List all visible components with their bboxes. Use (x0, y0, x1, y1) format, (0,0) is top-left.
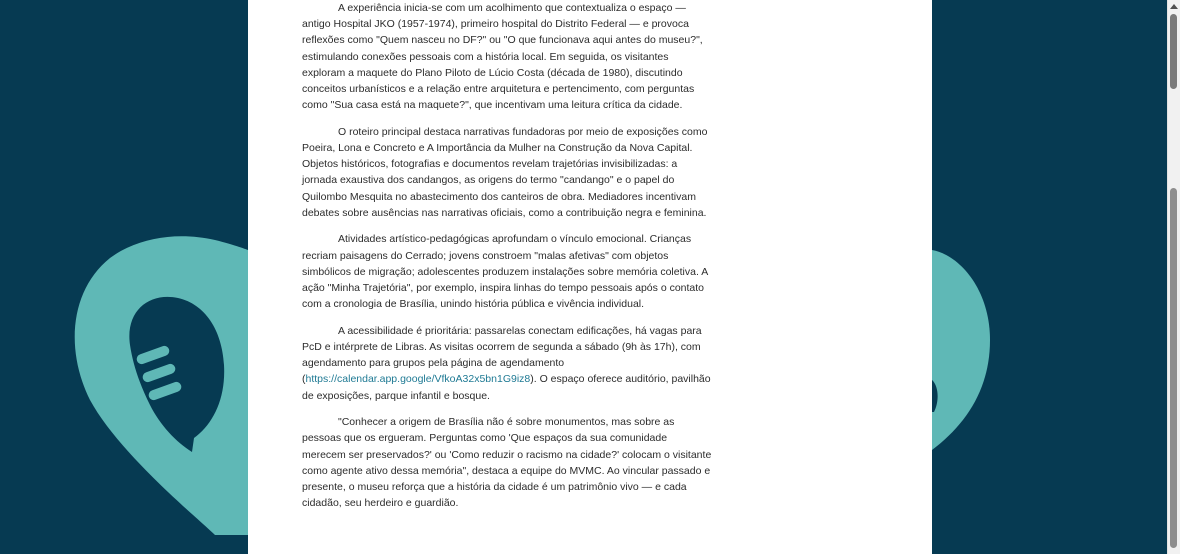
paragraph-text: A acessibilidade é prioritária: passarelas conectam edificações, há vagas para PcD e intérprete de Libras. As visitas ocorrem de segunda a sábado (9h às 17h), com agendamento para grupos pela página de agendamento ( (302, 324, 702, 386)
scroll-up-arrow-icon[interactable] (1168, 0, 1180, 12)
scrollbar[interactable] (1167, 0, 1180, 554)
scheduling-link[interactable]: https://calendar.app.google/VfkoA32x5bn1G9iz8 (305, 373, 531, 386)
article-paragraph: "Conhecer a origem de Brasília não é sobre monumentos, mas sobre as pessoas que os ergueram. Perguntas como 'Que espaços da sua comunidade merecem ser preservados?' ou 'Como reduzir o racismo na cidade?' colocam o visitante como agente ativo dessa memória", destaca a equipe do MVMC. Ao vincular passado e presente, o museu reforça que a história da cidade é um patrimônio vivo — e cada cidadão, seu herdeiro e guardião. (302, 416, 712, 510)
microphone-pin-icon (75, 236, 248, 535)
article-page (248, 0, 932, 554)
article-paragraph (302, 323, 712, 404)
scrollbar-thumb[interactable] (1170, 188, 1177, 548)
article-paragraph: O roteiro principal destaca narrativas fundadoras por meio de exposições como Poeira, Lona e Concreto e A Importância da Mulher na Construção da Nova Capital. Objetos históricos, fotografias e documentos revelam trajetórias invisibilizadas: a jornada exaustiva dos candangos, as origens do termo "candango" e o papel do Quilombo Mesquita no abastecimento dos canteiros de obra. Mediadores incentivam debates sobre ausências nas narrativas oficiais, como a contribuição negra e feminina. (302, 125, 708, 219)
article-paragraph: A experiência inicia-se com um acolhimento que contextualiza o espaço — antigo Hospital JKO (1957-1974), primeiro hospital do Distrito Federal — e provoca reflexões como "Quem nasceu no DF?" ou "O que funcionava aqui antes do museu?", estimulando conexões pessoais com a história local. Em seguida, os visitantes exploram a maquete do Plano Piloto de Lúcio Costa (década de 1980), discutindo conceitos urbanísticos e a relação entre arquitetura e pertencimento, com perguntas como "Sua casa está na maquete?", que incentivam uma leitura crítica da cidade. (302, 2, 703, 112)
paragraph-text: ). O espaço oferece auditório, pavilhão de exposições, parque infantil e bosque. (302, 373, 711, 402)
pin-icon (932, 250, 990, 450)
article-paragraph: Atividades artístico-pedagógicas aprofundam o vínculo emocional. Crianças recriam paisagens do Cerrado; jovens constroem "malas afetivas" com objetos simbólicos de migração; adolescentes produzem instalações sobre memória coletiva. A ação "Minha Trajetória", por exemplo, inspira linhas do tempo pessoais após o contato com a cronologia de Brasília, unindo história pública e vivência individual. (302, 233, 708, 311)
article-body (302, 0, 712, 522)
scrollbar-thumb-upper[interactable] (1170, 14, 1177, 89)
